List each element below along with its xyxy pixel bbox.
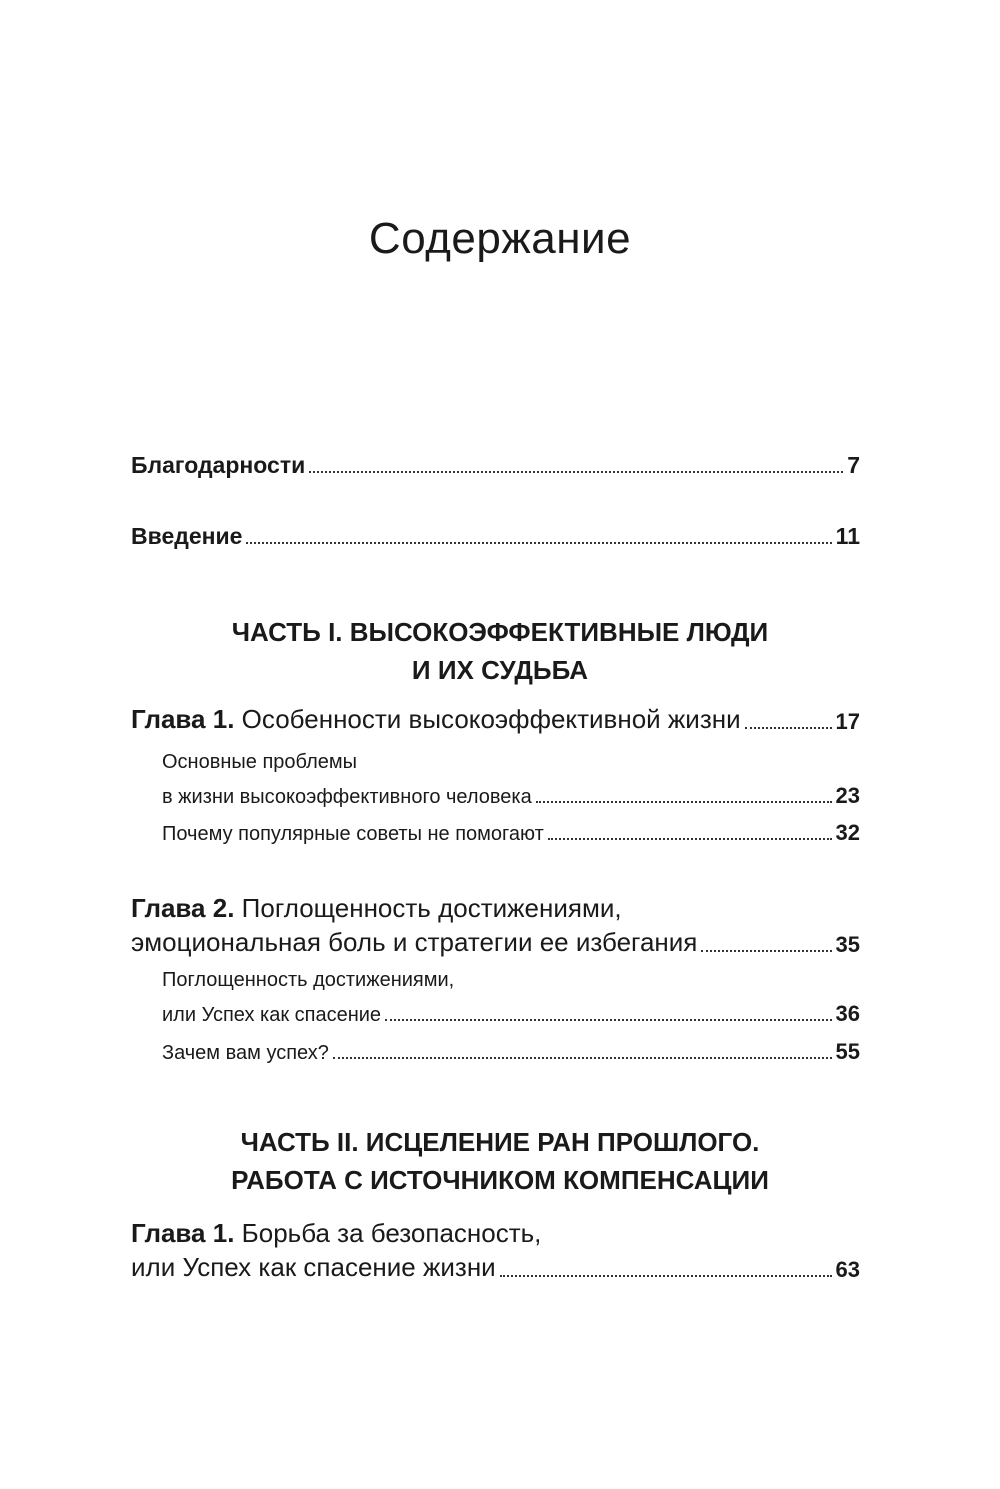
toc-entry-part2-chapter1[interactable] <box>131 1252 860 1283</box>
leader-dots <box>385 1019 831 1021</box>
leader-dots <box>246 542 831 544</box>
page-title: Содержание <box>368 214 632 263</box>
part-heading-line: ЧАСТЬ II. ИСЦЕЛЕНИЕ РАН ПРОШЛОГО. <box>240 1127 760 1157</box>
toc-chapter-line <box>131 1218 541 1249</box>
toc-entry-label: или Успех как спасение <box>162 1004 382 1026</box>
toc-subentry-line: Поглощенность достижениями, <box>162 969 455 991</box>
toc-entry-acknowledgements[interactable] <box>131 452 860 479</box>
toc-subentry-why-success[interactable] <box>162 1039 860 1065</box>
toc-entry-label: Зачем вам успех? <box>162 1042 329 1064</box>
page-number: 63 <box>835 1257 860 1282</box>
leader-dots <box>536 801 832 803</box>
toc-entry-label <box>131 704 741 735</box>
toc-entry-part1-chapter1[interactable] <box>131 704 860 735</box>
part-heading-line: И ИХ СУДЬБА <box>411 655 589 685</box>
toc-subentry-main-problems[interactable] <box>162 783 860 809</box>
toc-subentry-line: Основные проблемы <box>162 751 357 773</box>
leader-dots <box>701 950 831 952</box>
leader-dots <box>745 727 832 729</box>
page-number: 23 <box>835 783 860 808</box>
page-number: 7 <box>847 452 860 478</box>
chapter-title: Поглощенность достижениями, <box>241 893 622 923</box>
page-number: 36 <box>835 1001 860 1026</box>
chapter-prefix: Глава 1. <box>131 1218 235 1248</box>
part-heading-line: ЧАСТЬ I. ВЫСОКОЭФФЕКТИВНЫЕ ЛЮДИ <box>231 617 769 647</box>
page-number: 35 <box>835 932 860 957</box>
page-number: 11 <box>835 523 860 549</box>
toc-entry-label: эмоциональная боль и стратегии ее избегания <box>131 927 698 957</box>
toc-entry-introduction[interactable] <box>131 523 860 550</box>
toc-subentry-popular-advice[interactable] <box>162 820 860 846</box>
toc-entry-label: или Успех как спасение жизни <box>131 1252 496 1282</box>
chapter-prefix: Глава 2. <box>131 893 235 923</box>
toc-chapter-line <box>131 893 622 924</box>
chapter-title: Особенности высокоэффективной жизни <box>241 704 741 734</box>
leader-dots <box>309 471 843 473</box>
toc-entry-label: в жизни высокоэффективного человека <box>162 786 532 808</box>
page-number: 32 <box>835 820 860 845</box>
page-number: 55 <box>835 1039 860 1064</box>
chapter-title: Борьба за безопасность, <box>241 1218 542 1248</box>
toc-entry-label: Благодарности <box>131 452 306 478</box>
part-1-heading <box>0 613 1000 689</box>
toc-entry-part1-chapter2[interactable] <box>131 927 860 958</box>
chapter-prefix: Глава 1. <box>131 704 235 734</box>
leader-dots <box>548 838 832 840</box>
part-heading-line: РАБОТА С ИСТОЧНИКОМ КОМПЕНСАЦИИ <box>231 1165 769 1195</box>
leader-dots <box>500 1275 832 1277</box>
toc-entry-label: Почему популярные советы не помогают <box>162 823 544 845</box>
leader-dots <box>333 1057 832 1059</box>
page-number: 17 <box>835 709 860 734</box>
toc-entry-label: Введение <box>131 523 243 549</box>
part-2-heading <box>0 1123 1000 1199</box>
toc-subentry-success-as-salvation[interactable] <box>162 1001 860 1027</box>
